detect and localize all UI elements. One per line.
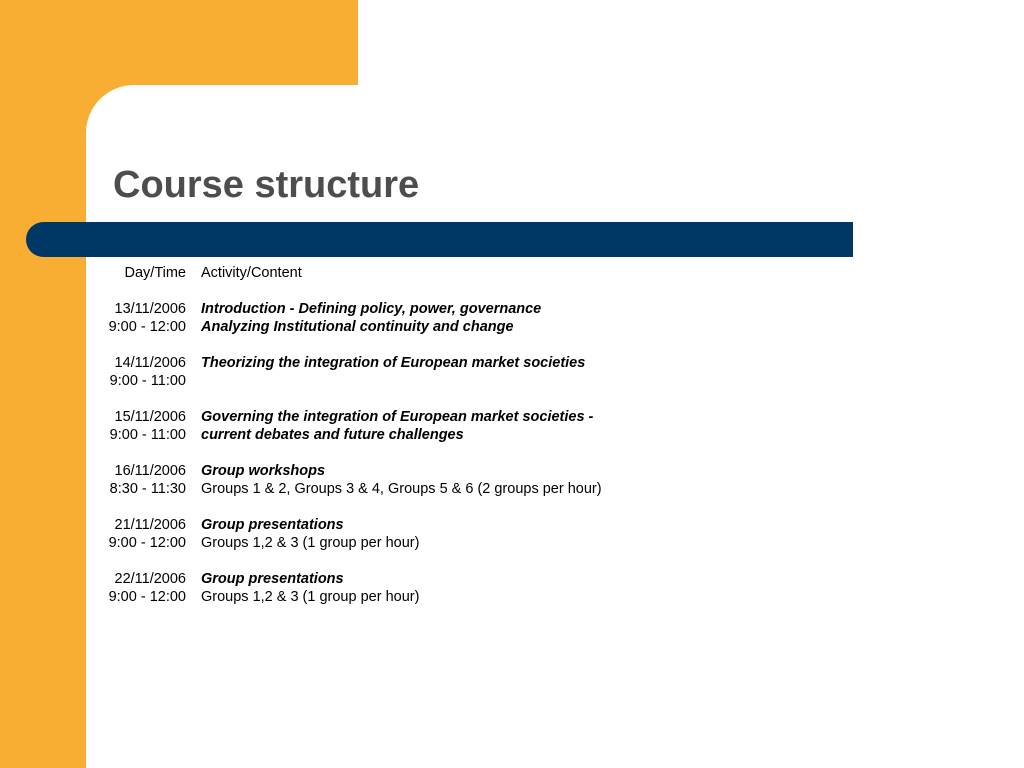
session-date: 16/11/2006 [114, 463, 186, 479]
session-detail: Analyzing Institutional continuity and change [201, 319, 514, 335]
schedule-row-line [60, 372, 760, 390]
session-detail: current debates and future challenges [201, 427, 464, 443]
session-time: 9:00 - 12:00 [108, 535, 186, 551]
session-date: 14/11/2006 [114, 355, 186, 371]
session-time: 9:00 - 12:00 [108, 589, 186, 605]
session-date: 15/11/2006 [114, 409, 186, 425]
schedule-row-line [60, 426, 760, 444]
session-activity: Group presentations [201, 517, 344, 533]
session-activity: Theorizing the integration of European market societies [201, 355, 586, 371]
slide-title: Course structure [113, 164, 420, 206]
session-activity: Group workshops [201, 463, 326, 479]
session-time: 9:00 - 11:00 [109, 427, 186, 443]
session-detail: Groups 1,2 & 3 (1 group per hour) [201, 589, 420, 605]
schedule-row-line [60, 516, 760, 534]
schedule-row-line [60, 534, 760, 552]
session-time: 9:00 - 12:00 [108, 319, 186, 335]
session-date: 13/11/2006 [114, 301, 186, 317]
row-spacer [60, 390, 760, 408]
session-detail [201, 372, 760, 390]
schedule-rows [60, 282, 760, 606]
row-spacer [60, 336, 760, 354]
session-time: 8:30 - 11:30 [109, 481, 186, 497]
schedule-row-line [60, 318, 760, 336]
row-spacer [60, 444, 760, 462]
schedule-row-line [60, 354, 760, 372]
row-spacer [60, 498, 760, 516]
session-date: 22/11/2006 [114, 571, 186, 587]
session-activity: Governing the integration of European market societies - [201, 409, 594, 425]
title-underline-bar [26, 222, 853, 257]
session-detail: Groups 1 & 2, Groups 3 & 4, Groups 5 & 6 (2 groups per hour) [201, 481, 602, 497]
header-activity-content: Activity/Content [201, 265, 302, 281]
session-detail: Groups 1,2 & 3 (1 group per hour) [201, 535, 420, 551]
session-date: 21/11/2006 [114, 517, 186, 533]
session-activity: Introduction - Defining policy, power, governance [201, 301, 542, 317]
schedule-row-line [60, 480, 760, 498]
schedule-row-line [60, 300, 760, 318]
header-day-time: Day/Time [124, 265, 186, 281]
schedule-header-row [60, 264, 760, 282]
schedule-row-line [60, 408, 760, 426]
schedule-table [60, 264, 760, 606]
schedule-row-line [60, 588, 760, 606]
session-activity: Group presentations [201, 571, 344, 587]
row-spacer [60, 282, 760, 300]
session-time: 9:00 - 11:00 [109, 373, 186, 389]
schedule-row-line [60, 462, 760, 480]
schedule-row-line [60, 570, 760, 588]
row-spacer [60, 552, 760, 570]
